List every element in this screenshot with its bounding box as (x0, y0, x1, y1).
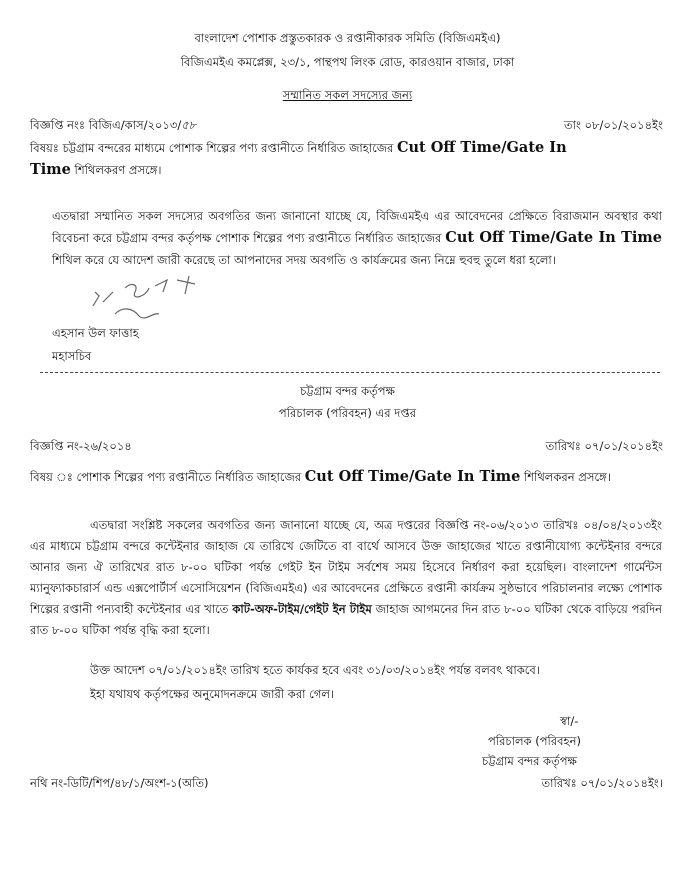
notice-subject-english: Cut Off Time/Gate In Time (304, 468, 521, 485)
notice-subject-text-2: শিথিলকরন প্রসঙ্গে। (520, 470, 611, 484)
notice-paragraph-2: উক্ত আদেশ ০৭/০১/২০১৪ইং তারিখ হতে কার্যকর হবে এবং ৩১/০৩/২০১৪ইং পর্যন্ত বলবৎ থাকবে। (90, 663, 540, 677)
subject-text-2: শিথিলকরণ প্রসঙ্গে। (70, 163, 162, 177)
subject (30, 137, 660, 181)
reference-number-text: বিজ্ঞপ্তি নংঃ বিজিএ/কাস/২০১৩/ (30, 118, 182, 132)
notice-number: বিজ্ঞপ্তি নং-২৬/২০১৪ (30, 439, 132, 453)
body-text-2: শিথিল করে যে আদেশ জারী করেছে তা আপনাদের সদয় অবগতি ও কার্যক্রমের জন্য নিম্নে হুবহু তুলে ধরা হলো। (52, 253, 556, 267)
footer-date: তারিখঃ ০৭/০১/২০১৪ইং। (541, 776, 663, 790)
signer-name: এহসান উল ফাত্তাহ (52, 326, 139, 340)
recipient-line: সম্মানিত সকল সদস্যের জন্য (282, 88, 413, 102)
notice-date: তারিখঃ ০৭/০১/২০১৪ইং (545, 439, 663, 453)
body-text-1: এতদ্বারা সম্মানিত সকল সদস্যের অবগতির জন্য জানানো যাচ্ছে যে, বিজিএমইএ এর আবেদনের প্রেক্ষিতে বিরাজমান অবস্থার কথা বিবেচনা করে চট্টগ্রাম বন্দর কর্তৃপক্ষ পোশাক শিল্পের পণ্য রপ্তানীতে নির্ধারিত জাহাজের (52, 209, 662, 245)
letter1-body (52, 205, 662, 271)
notice-signer-org: চট্টগ্রাম বন্দর কর্তৃপক্ষ (482, 754, 577, 768)
file-number: নথি নং-ডিটি/শিপ/৪৮/১/অংশ-১(অতি) (30, 776, 209, 790)
notice-paragraph-3: ইহা যথাযথ কর্তৃপক্ষের অনুমোদনক্রমে জারী করা গেল। (90, 687, 335, 701)
subject-english-1: Cut Off Time/Gate In (396, 139, 567, 156)
notice-paragraph-1-text-a: এতদ্বারা সংশ্লিষ্ট সকলের অবগতির জন্য জানানো যাচ্ছে যে, অত্র দপ্তরের বিজ্ঞপ্তি নং-০৬/২০১৩ তারিখঃ ০৪/০৪/২০১৩ইং এর মাধ্যমে চট্টগ্রাম বন্দরে কন্টেইনার জাহাজ যে তারিখে জেটিতে বা বার্থে আসবে উক্ত জাহাজের খাতে রপ্তানীযোগ্য কন্টেইনার বন্দরে আনার জন্য ঐ তারিখের রাত ৮-০০ ঘটিকা পর্যন্ত গেইট ইন টাইম সর্বশেষ সময় হিসেবে নির্ধারণ করা হয়েছিল। বাংলাদেশ গার্মেন্টস ম্যানুফ্যাকচারার্স এন্ড এক্সপোর্টার্স এসোসিয়েশন (বিজিএমইএ) এর আবেদনের প্রেক্ষিতে রপ্তানী কার্যক্রম সুষ্ঠভাবে পরিচালনার লক্ষ্যে পোশাক শিল্পের রপ্তানী পন্যবাহী কন্টেইনার এর খাতে (30, 518, 662, 616)
notice-subject-text-1: বিষয় ঃ পোশাক শিল্পের পণ্য রপ্তানীতে নির্ধারিত জাহাজের (30, 470, 305, 484)
section-divider (40, 372, 660, 373)
office-name: চট্টগ্রাম বন্দর কর্তৃপক্ষ (300, 384, 395, 398)
notice-paragraph-1-bold: কাট-অফ-টাইম/গেইট ইন টাইম (232, 602, 372, 616)
office-department: পরিচালক (পরিবহন) এর দপ্তর (278, 406, 417, 420)
notice-paragraph-1 (30, 515, 662, 641)
body-english: Cut Off Time/Gate In Time (445, 229, 663, 246)
handwritten-annotation (85, 266, 225, 326)
reference-handwritten: ৫৮ (181, 118, 197, 132)
signed-mark: স্বা/- (560, 714, 579, 728)
notice-subject (30, 466, 662, 488)
reference-number (30, 117, 196, 136)
org-name: বাংলাদেশ পোশাক প্রস্তুতকারক ও রপ্তানীকারক সমিতি (বিজিএমইএ) (194, 31, 501, 45)
letter-date: তাং ০৮/০১/২০১৪ইং (563, 118, 663, 132)
notice-paragraph-1-text-b: জাহাজ আগমনের দিন রাত ৮-০০ ঘটিকা থেকে বাড়িয়ে পরদিন রাত ৮-০০ ঘটিকা পর্যন্ত বৃদ্ধি করা হলো। (30, 602, 662, 637)
org-address: বিজিএমইএ কমপ্লেক্স, ২৩/১, পান্থপথ লিংক রোড, কারওয়ান বাজার, ঢাকা (180, 55, 515, 69)
subject-text-1: বিষয়ঃ চট্টগ্রাম বন্দরের মাধ্যমে পোশাক শিল্পের পণ্য রপ্তানীতে নির্ধারিত জাহাজের (30, 141, 397, 155)
notice-signer-title: পরিচালক (পরিবহন) (488, 734, 581, 748)
signer-title: মহাসচিব (52, 349, 92, 363)
subject-english-2: Time (30, 161, 71, 178)
